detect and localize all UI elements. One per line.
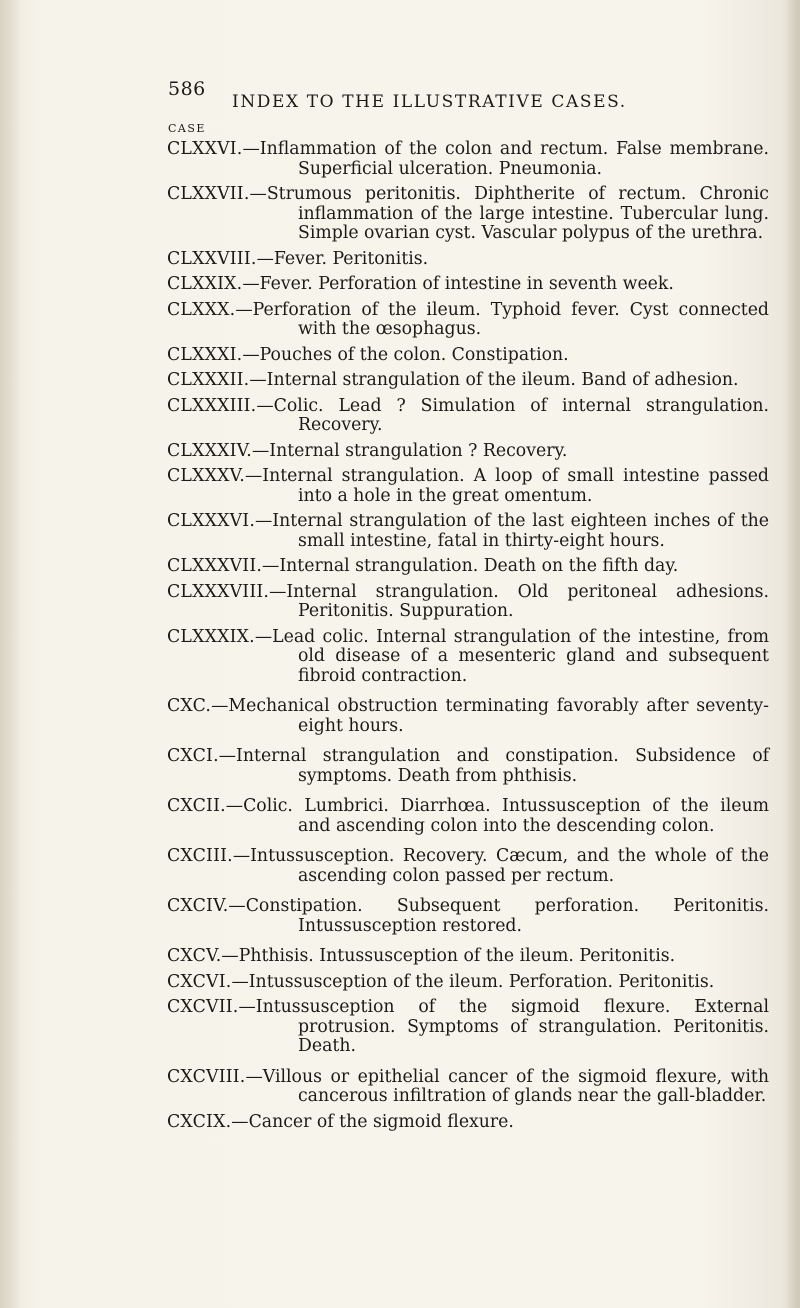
case-numeral: CLXXX. <box>167 299 236 320</box>
case-numeral: CLXXVIII. <box>167 248 257 269</box>
case-index-list <box>167 140 769 1138</box>
case-numeral: CLXXXV. <box>167 466 245 486</box>
case-numeral: CLXXVI. <box>167 139 243 159</box>
case-numeral: CLXXVII. <box>167 184 250 204</box>
case-description: Constipation. Subsequent perforation. Peritonitis. Intussusception restored. <box>245 896 769 936</box>
case-description: Intussusception of the ileum. Perforation. Peritonitis. <box>248 971 715 992</box>
running-head: INDEX TO THE ILLUSTRATIVE CASES. <box>232 92 627 112</box>
case-entry: CLXXXIII.—Colic. Lead ? Simulation of internal strangulation. Recovery. <box>167 395 769 435</box>
case-numeral: CXCIX. <box>167 1111 232 1132</box>
case-description: Pouches of the colon. Constipation. <box>259 344 569 365</box>
case-numeral: CLXXXVIII. <box>167 581 270 602</box>
case-description: Colic. Lumbrici. Diarrhœa. Intussusception of the ileum and ascending colon into the descending colon. <box>243 796 769 836</box>
case-entry: CXCVIII.—Villous or epithelial cancer of the sigmoid flexure, with cancerous infiltration of glands near the gall-bladder. <box>167 1066 769 1106</box>
case-entry: CLXXIX.—Fever. Perforation of intestine in seventh week. <box>167 274 674 294</box>
case-entry: CXCII.—Colic. Lumbrici. Diarrhœa. Intussusception of the ileum and ascending colon into the descending colon. <box>167 796 769 836</box>
case-entry: CLXXXVIII.—Internal strangulation. Old peritoneal adhesions. Peritonitis. Suppuration. <box>167 581 769 621</box>
case-entry: CLXXVII.—Strumous peritonitis. Diphtherite of rectum. Chronic inflammation of the large intestine. Tubercular lung. Simple ovarian cyst. Vascular polypus of the urethra. <box>167 184 769 243</box>
case-numeral: CLXXIX. <box>167 274 243 294</box>
case-entry: CLXXXVII.—Internal strangulation. Death on the fifth day. <box>167 556 679 576</box>
case-description: Cancer of the sigmoid flexure. <box>248 1111 514 1132</box>
case-entry: CLXXVI.—Inflammation of the colon and rectum. False membrane. Superficial ulceration. Pneumonia. <box>167 139 769 179</box>
case-entry: CLXXXV.—Internal strangulation. A loop of small intestine passed into a hole in the great omentum. <box>167 466 769 506</box>
case-description: Villous or epithelial cancer of the sigmoid flexure, with cancerous infiltration of glands near the gall-bladder. <box>262 1066 769 1106</box>
case-description: Fever. Perforation of intestine in seventh week. <box>259 274 674 294</box>
case-entry: CLXXXII.—Internal strangulation of the ileum. Band of adhesion. <box>167 370 739 390</box>
case-numeral: CLXXXIII. <box>167 395 257 416</box>
case-numeral: CXCI. <box>167 746 219 766</box>
page-number: 586 <box>168 78 206 100</box>
case-description: Lead colic. Internal strangulation of the intestine, from old disease of a mesenteric gland and subsequent fibroid contraction. <box>272 626 769 686</box>
case-description: Internal strangulation. Death on the fifth day. <box>279 556 679 576</box>
case-numeral: CLXXXIV. <box>167 440 252 461</box>
case-entry: CLXXXIX.—Lead colic. Internal strangulation of the intestine, from old disease of a mesenteric gland and subsequent fibroid contraction. <box>167 626 769 686</box>
case-numeral: CXCIV. <box>167 896 229 916</box>
case-numeral: CXCIII. <box>167 846 233 866</box>
case-entry: CXCIV.—Constipation. Subsequent perforation. Peritonitis. Intussusception restored. <box>167 896 769 936</box>
case-description: Colic. Lead ? Simulation of internal strangulation. Recovery. <box>273 395 769 435</box>
case-numeral: CXCVIII. <box>167 1066 246 1087</box>
case-numeral: CLXXXII. <box>167 370 250 390</box>
case-entry: CLXXXVI.—Internal strangulation of the last eighteen inches of the small intestine, fatal in thirty-eight hours. <box>167 511 769 551</box>
case-numeral: CXCII. <box>167 796 226 816</box>
case-entry: CLXXXIV.—Internal strangulation ? Recovery. <box>167 440 568 461</box>
case-entry: CXCI.—Internal strangulation and constipation. Subsidence of symptoms. Death from phthisis. <box>167 746 769 786</box>
case-numeral: CLXXXVII. <box>167 556 263 576</box>
case-numeral: CLXXXIX. <box>167 626 255 647</box>
case-description: Internal strangulation ? Recovery. <box>269 440 568 461</box>
case-column-label: CASE <box>168 122 206 135</box>
case-description: Mechanical obstruction terminating favorably after seventy-eight hours. <box>228 696 769 736</box>
case-numeral: CXCVI. <box>167 971 232 992</box>
page-left-shadow <box>0 0 22 1308</box>
case-entry: CLXXVIII.—Fever. Peritonitis. <box>167 248 429 269</box>
case-entry: CXCV.—Phthisis. Intussusception of the ileum. Peritonitis. <box>167 946 676 966</box>
case-description: Internal strangulation. Old peritoneal adhesions. Peritonitis. Suppuration. <box>286 581 769 621</box>
case-description: Phthisis. Intussusception of the ileum. Peritonitis. <box>238 946 676 966</box>
case-description: Internal strangulation of the ileum. Band of adhesion. <box>266 370 739 390</box>
case-numeral: CXC. <box>167 696 212 716</box>
case-entry: CLXXX.—Perforation of the ileum. Typhoid fever. Cyst connected with the œsophagus. <box>167 299 769 339</box>
case-entry: CLXXXI.—Pouches of the colon. Constipation. <box>167 344 569 365</box>
case-description: Internal strangulation and constipation. Subsidence of symptoms. Death from phthisis. <box>236 746 769 786</box>
case-description: Inflammation of the colon and rectum. False membrane. Superficial ulceration. Pneumonia. <box>259 139 769 179</box>
case-description: Fever. Peritonitis. <box>273 248 429 269</box>
case-numeral: CXCVII. <box>167 997 239 1017</box>
case-description: Intussusception. Recovery. Cæcum, and the whole of the ascending colon passed per rectum. <box>250 846 769 886</box>
case-entry: CXC.—Mechanical obstruction terminating favorably after seventy-eight hours. <box>167 696 769 736</box>
case-description: Internal strangulation. A loop of small intestine passed into a hole in the great omentum. <box>262 466 769 506</box>
case-entry: CXCIII.—Intussusception. Recovery. Cæcum, and the whole of the ascending colon passed per rectum. <box>167 846 769 886</box>
case-description: Strumous peritonitis. Diphtherite of rectum. Chronic inflammation of the large intestine. Tubercular lung. Simple ovarian cyst. Vascular polypus of the urethra. <box>266 184 769 243</box>
case-description: Perforation of the ileum. Typhoid fever. Cyst connected with the œsophagus. <box>252 299 769 339</box>
case-description: Intussusception of the sigmoid flexure. External protrusion. Symptoms of strangulation. Peritonitis. Death. <box>255 997 769 1056</box>
case-numeral: CXCV. <box>167 946 222 966</box>
case-entry: CXCIX.—Cancer of the sigmoid flexure. <box>167 1111 514 1132</box>
case-numeral: CLXXXVI. <box>167 511 256 531</box>
case-numeral: CLXXXI. <box>167 344 243 365</box>
case-entry: CXCVII.—Intussusception of the sigmoid flexure. External protrusion. Symptoms of strangulation. Peritonitis. Death. <box>167 997 769 1056</box>
case-entry: CXCVI.—Intussusception of the ileum. Perforation. Peritonitis. <box>167 971 715 992</box>
page-right-edge <box>786 0 800 1308</box>
case-description: Internal strangulation of the last eighteen inches of the small intestine, fatal in thirty-eight hours. <box>272 511 769 551</box>
